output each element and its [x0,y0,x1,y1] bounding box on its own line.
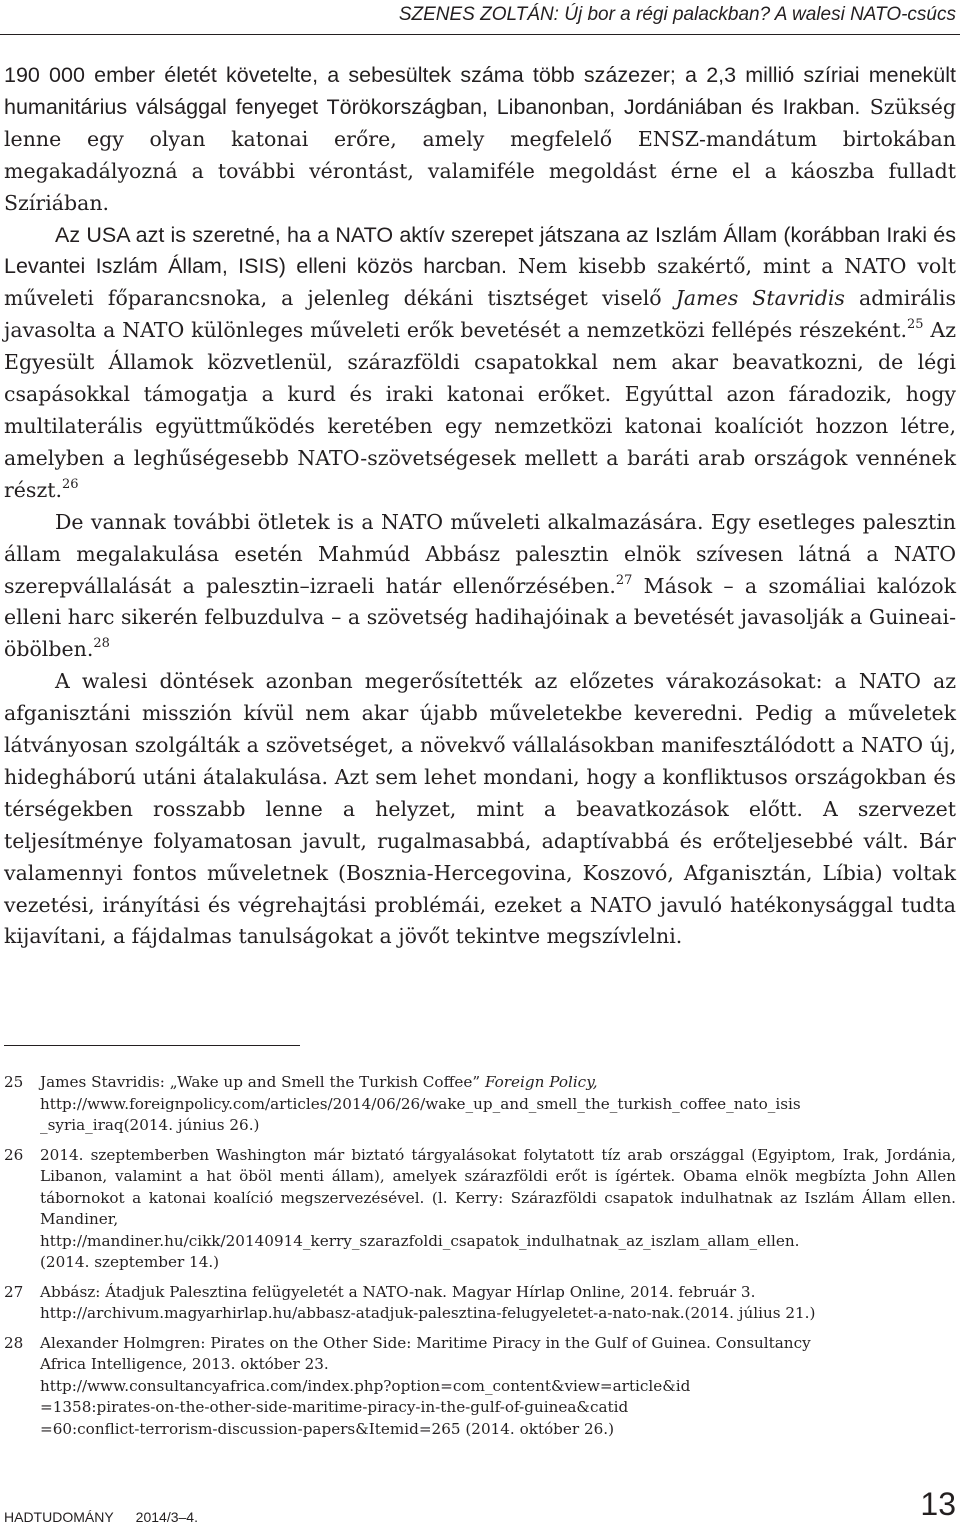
footnote-url-2[interactable]: =1358:pirates-on-the-other-side-maritime-piracy-in-the-gulf-of-guinea&catid [40,1398,629,1416]
footnote-ref-26[interactable]: 26 [62,476,79,492]
paragraph-1-sans: 190 000 ember életét követelte, a sebesültek száma több százezer; a 2,3 millió szíriai menekült humanitárius válsággal fenyeget Törökországban, Libanonban, Jordániában és Irakban. [4,63,956,119]
footnote-rule [4,1045,300,1046]
footnote-url[interactable]: http://www.consultancyafrica.com/index.php?option=com_content&view=article&id [40,1376,691,1395]
journal-name: HADTUDOMÁNY [4,1509,114,1525]
running-head: SZENES ZOLTÁN: Új bor a régi palackban? A walesi NATO-csúcs [398,4,956,25]
footnote-ref-28[interactable]: 28 [93,636,110,652]
footnote-number: 25 [4,1073,24,1091]
paragraph-2-lead: Az USA azt is szeretné, ha a NATO aktív szerepet játszana az Iszlám Állam (korábban Iraki és Levantei Iszlám Állam, ISIS) elleni közös harcban. [4,222,956,279]
paragraph-4: A walesi döntések azonban megerősítették az előzetes várakozásokat: a NATO az afganisztáni misszión kívül nem akar újabb műveletekbe keveredni. Pedig a műveletek látványosan szolgálták a szövetséget, a növekvő vállalásokban manifesztálódott a NATO új, hidegháború utáni átalakulása. Azt sem lehet mondani, hogy a konfliktusos országokban és térségekben rosszabb lenne a helyzet, mint a beavatkozások előtt. A szervezet teljesítménye folyamatosan javult, rugalmasabbá, adaptívabbá és erőteljesebbé vált. Bár valamennyi fontos műveletnek (Bosznia-Hercegovina, Koszovó, Afganisztán, Líbia) voltak vezetési, irányítási és végrehajtási problémái, ezeket a NATO javuló hatékonysággal tudta kijavítani, a fájdalmas tanulságokat a jövőt tekintve megszívlelni. [4,669,956,949]
footnote-url[interactable]: http://www.foreignpolicy.com/articles/2014/06/26/wake_up_and_smell_the_turkish_coffee_nato_isis [40,1094,801,1113]
footer [4,1509,220,1525]
paragraph-2-text-c: admirális javasolta a NATO különleges műveleti erők bevetését a nemzetközi fellépés részeként. [4,286,956,343]
footnote-source: Foreign Policy, [484,1073,598,1091]
paragraph-3 [4,507,956,667]
footnote-date: _syria_iraq(2014. június 26.) [40,1116,260,1134]
footnote-url[interactable]: http://archivum.magyarhirlap.hu/abbasz-atadjuk-palesztina-felugyeletet-a-nato-nak.(2014. július 21.) [40,1304,816,1322]
paragraph-3-text: De vannak további ötletek is a NATO műveleti alkalmazására. Egy esetleges palesztin állam megalakulása esetén Mahmúd Abbász palesztin elnök szívesen látná a NATO szerepvállalását a palesztin–izraeli határ ellenőrzésében. [4,509,956,598]
footnote-number: 26 [4,1145,24,1164]
page-number: 13 [920,1486,956,1522]
journal-issue: 2014/3–4. [135,1509,198,1525]
footnote-date: (2014. szeptember 14.) [40,1253,220,1271]
paragraph-1-serif: Szükség lenne egy olyan katonai erőre, amely megfelelő ENSZ-mandátum birtokában megakadályozná a további vérontást, valamiféle megoldást érne el a káoszba fulladt Szíriában. [4,94,956,215]
footnote-25 [4,1072,956,1137]
paragraph-2 [4,220,956,507]
footnote-text-2: Africa Intelligence, 2013. október 23. [40,1355,329,1373]
body-text [4,60,956,953]
paragraph-1 [4,60,956,220]
footnote-text: 2014. szeptemberben Washington már biztató tárgyalásokat folytatott tíz arab országgal (Egyiptom, Irak, Jordánia, Libanon, valamint a hat öböl menti állam), amelyek szárazföldi erőt is ígértek. Obama elnök megbízta John Allen tábornokot a katonai koalíció megszervezésével. (l. Kerry: Szárazföldi csapatok indulhatnak az Iszlám Állam ellen. Mandiner, [40,1145,956,1228]
footnote-28 [4,1333,956,1441]
footnote-26 [4,1145,956,1274]
footnotes [4,1072,956,1448]
footnote-number: 27 [4,1282,24,1301]
footnote-27 [4,1282,956,1325]
header-rule [0,34,960,35]
footnote-number: 28 [4,1333,24,1352]
footnote-text: James Stavridis: „Wake up and Smell the Turkish Coffee” [40,1073,485,1091]
paragraph-3-text-b: Mások – a szomáliai kalózok elleni harc sikerén felbuzdulva – a szövetség hadihajóinak a bevetését javasolják a Guineai-öbölben. [4,573,956,662]
footnote-url[interactable]: http://mandiner.hu/cikk/20140914_kerry_szarazfoldi_csapatok_indulhatnak_az_iszlam_allam_ellen. [40,1231,800,1250]
paragraph-2-text-d: Az Egyesült Államok közvetlenül, szárazföldi csapatokkal nem akar beavatkozni, de légi csapásokkal támogatja a kurd és iraki katonai erőket. Egyúttal azon fáradozik, hogy multilaterális együttműködés keretében egy nemzetközi katonai koalíciót hozzon létre, amelyben a leghűségesebb NATO-szövetségesek mellett a baráti arab országok vennének részt. [4,318,956,502]
paragraph-2-text: Nem kisebb szakértő, mint a NATO volt műveleti főparancsnoka, a jelenleg dékáni tisztséget viselő [4,254,956,311]
footnote-ref-25[interactable]: 25 [906,317,924,333]
footnote-text: Alexander Holmgren: Pirates on the Other Side: Maritime Piracy in the Gulf of Guinea. Consultancy [40,1333,811,1352]
footnote-ref-27[interactable]: 27 [615,572,633,588]
person-name: James Stavridis [675,286,845,311]
footnote-text: Abbász: Átadjuk Palesztina felügyeletét a NATO-nak. Magyar Hírlap Online, 2014. február 3. [40,1282,756,1301]
footnote-url-3[interactable]: =60:conflict-terrorism-discussion-papers&Itemid=265 (2014. október 26.) [40,1419,615,1438]
